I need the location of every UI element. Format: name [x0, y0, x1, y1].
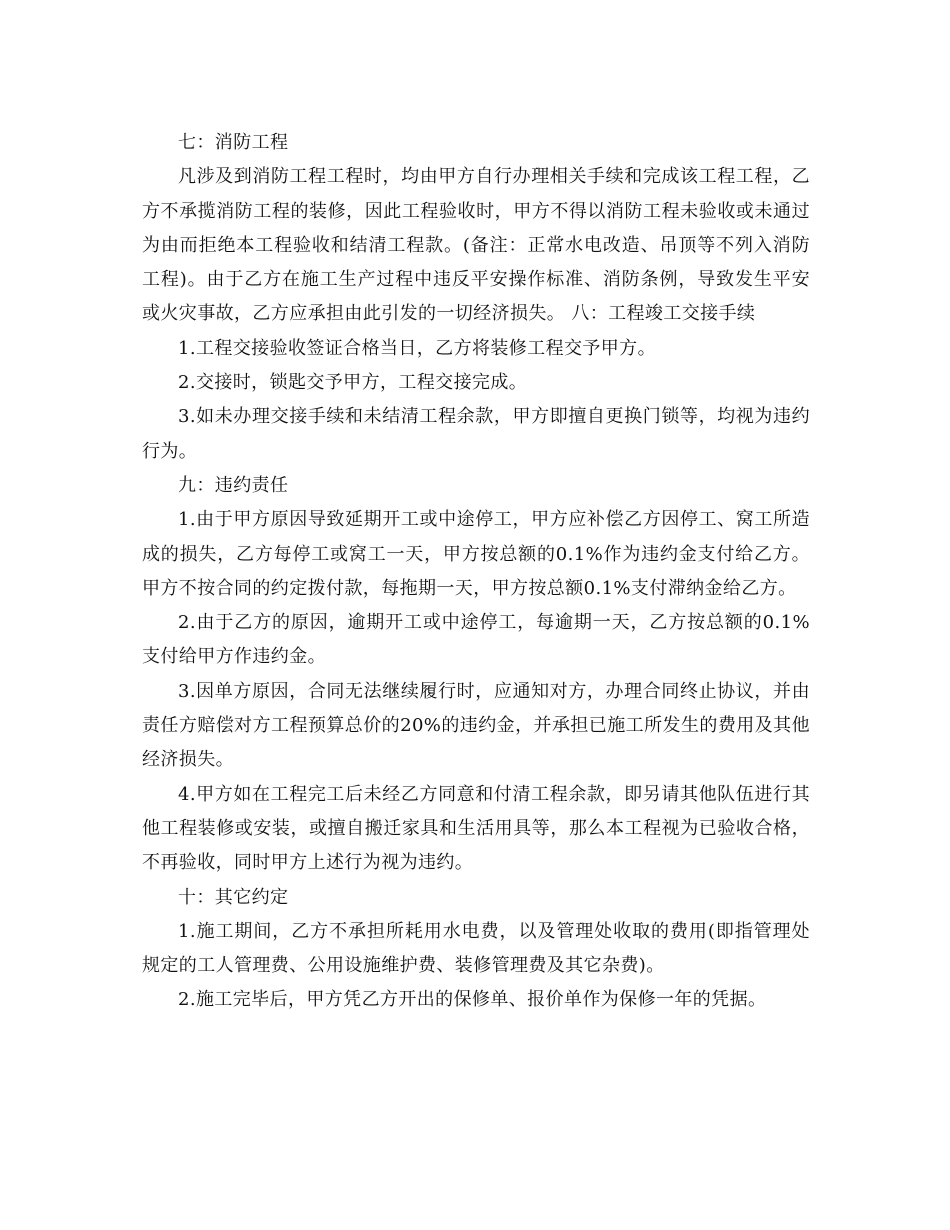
list-item: 1.工程交接验收签证合格当日，乙方将装修工程交予甲方。: [178, 337, 656, 359]
list-item: 4.甲方如在工程完工后未经乙方同意和付清工程余款，即另请其他队伍进行其他工程装修或安装，或擅自搬迁家具和生活用具等，那么本工程视为已验收合格，不再验收，同时甲方上述行为视为违约。: [142, 783, 810, 874]
list-item: 2.由于乙方的原因，逾期开工或中途停工，每逾期一天，乙方按总额的0.1%支付给甲方作违约金。: [142, 612, 810, 668]
list-item: 2.交接时，锁匙交予甲方，工程交接完成。: [178, 372, 528, 394]
document-body: [142, 126, 810, 1018]
paragraph: 凡涉及到消防工程工程时，均由甲方自行办理相关手续和完成该工程工程，乙方不承揽消防工程的装修，因此工程验收时，甲方不得以消防工程未验收或未通过为由而拒绝本工程验收和结清工程款。(备注：正常水电改造、吊顶等不列入消防工程)。由于乙方在施工生产过程中违反平安操作标准、消防条例，导致发生平安或火灾事故，乙方应承担由此引发的一切经济损失。 八：工程竣工交接手续: [142, 166, 810, 325]
section-heading-other-agreements: 十：其它约定: [178, 886, 289, 908]
section-heading-breach-liability: 九：违约责任: [178, 474, 289, 496]
list-item: 3.如未办理交接手续和未结清工程余款，甲方即擅自更换门锁等，均视为违约行为。: [142, 406, 810, 462]
list-item: 1.由于甲方原因导致延期开工或中途停工，甲方应补偿乙方因停工、窝工所造成的损失，乙方每停工或窝工一天，甲方按总额的0.1%作为违约金支付给乙方。甲方不按合同的约定拨付款，每拖期一天，甲方按总额0.1%支付滞纳金给乙方。: [142, 509, 810, 599]
list-item: 2.施工完毕后，甲方凭乙方开出的保修单、报价单作为保修一年的凭据。: [178, 989, 767, 1011]
list-item: 1.施工期间，乙方不承担所耗用水电费，以及管理处收取的费用(即指管理处规定的工人管理费、公用设施维护费、装修管理费及其它杂费)。: [142, 920, 810, 977]
section-heading-fire-protection: 七：消防工程: [178, 132, 289, 153]
list-item: 3.因单方原因，合同无法继续履行时，应通知对方，办理合同终止协议，并由责任方赔偿对方工程预算总价的20%的违约金，并承担已施工所发生的费用及其他经济损失。: [142, 680, 810, 771]
